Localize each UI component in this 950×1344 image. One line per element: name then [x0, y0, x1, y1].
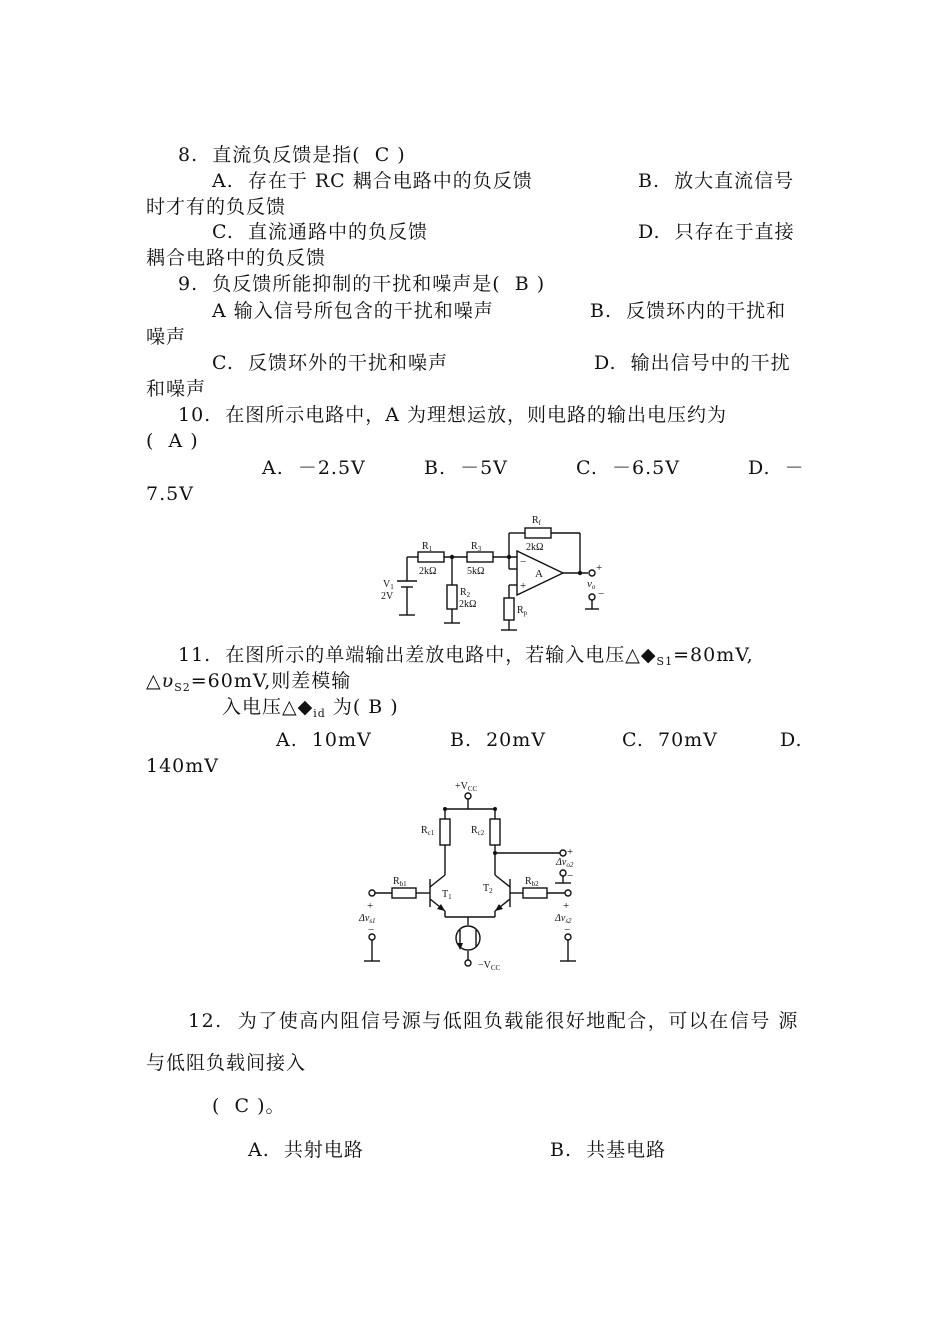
r2-value: 2kΩ: [459, 599, 477, 610]
rf-label: $R_f$: [532, 515, 542, 527]
rf-value: 2kΩ: [526, 542, 544, 553]
r1-value: 2kΩ: [419, 566, 437, 577]
v1-value: 2V: [381, 591, 394, 602]
diamond-icon: ◆: [297, 696, 314, 718]
q11-stem-line2: $\triangle\upsilon_{S2}=60mV$,则差模输: [146, 670, 352, 694]
q12-stem: 12. 为了使高内阻信号源与低阻负载能很好地配合，可以在信号 源: [188, 1010, 799, 1032]
q9-option-d-cont: 和噪声: [146, 378, 207, 400]
noninverting-input-sign: +: [520, 580, 527, 592]
vs1-plus-sign: +: [367, 900, 374, 912]
q11-stem: 11. 在图所示的单端输出差放电路中，若输入电压$\triangle◆_{S1}=80mV$,: [178, 644, 754, 668]
q11-option-b: B. 20mV: [450, 729, 546, 751]
q11-option-c: C. 70mV: [622, 729, 718, 751]
q9-option-b: B. 反馈环内的干扰和: [590, 300, 787, 322]
diamond-icon: ◆: [640, 644, 657, 666]
q10-option-a: A. －2.5V: [262, 457, 366, 479]
q10-option-d-cont: 7.5V: [146, 483, 194, 505]
t2-label: $T_2$: [483, 883, 493, 895]
vo-plus-sign: +: [596, 562, 603, 574]
q9-option-a: A 输入信号所包含的干扰和噪声: [212, 300, 494, 322]
q10-option-b: B. －5V: [424, 457, 508, 479]
vs2-label: $\Delta v_{s2}$: [555, 913, 572, 925]
q10-option-c: C. －6.5V: [576, 457, 680, 479]
q9-option-c: C. 反馈环外的干扰和噪声: [212, 352, 448, 374]
vs1-minus-sign: −: [368, 924, 375, 936]
q10-stem: 10. 在图所示电路中，A 为理想运放，则电路的输出电压约为: [178, 404, 728, 426]
r1-label: $R_1$: [422, 541, 433, 553]
vo-label: vo: [587, 578, 596, 591]
q10-answer: ( A ): [146, 430, 199, 452]
q8-option-b: B. 放大直流信号: [638, 170, 795, 192]
amp-label: A: [535, 568, 543, 580]
q11-option-d-cont: 140mV: [146, 755, 220, 777]
q8-stem: 8. 直流负反馈是指( C ): [178, 144, 406, 166]
q12-option-b: B. 共基电路: [550, 1139, 667, 1161]
q8-option-b-cont: 时才有的负反馈: [146, 196, 287, 218]
q8-option-d: D. 只存在于直接: [638, 221, 795, 243]
q12-stem-cont: 与低阻负载间接入: [146, 1052, 307, 1074]
vs2-minus-sign: −: [564, 924, 571, 936]
rc2-label: $R_{c2}$: [471, 825, 485, 837]
vo2-plus-sign: +: [567, 846, 574, 858]
r3-label: $R_3$: [471, 541, 482, 553]
vs1-label: $\Delta v_{s1}$: [359, 913, 376, 925]
vo2-minus-sign: −: [567, 870, 574, 882]
q8-option-d-cont: 耦合电路中的负反馈: [146, 247, 327, 269]
q11-stem-line3: 入电压$\triangle◆_{id}$ 为( B ): [222, 696, 399, 720]
rp-label: $R_p$: [517, 605, 528, 617]
r3-value: 5kΩ: [467, 566, 485, 577]
q12-answer: ( C )。: [212, 1095, 286, 1117]
q12-option-a: A. 共射电路: [248, 1139, 364, 1161]
v1-label: $V_1$: [383, 579, 394, 591]
inverting-input-sign: −: [520, 556, 527, 568]
t1-label: $T_1$: [442, 889, 452, 901]
q8-option-c: C. 直流通路中的负反馈: [212, 221, 428, 243]
rb1-label: $R_{b1}$: [393, 876, 407, 888]
opamp-circuit-diagram: [370, 505, 620, 635]
vo-minus-sign: −: [598, 588, 605, 600]
q9-option-d: D. 输出信号中的干扰: [594, 352, 791, 374]
r2-label: $R_2$: [460, 587, 471, 599]
q8-option-a: A. 存在于 RC 耦合电路中的负反馈: [212, 170, 533, 192]
q10-option-d: D. －: [748, 457, 805, 479]
q9-stem: 9. 负反馈所能抑制的干扰和噪声是( B ): [178, 273, 546, 295]
vs2-plus-sign: +: [563, 900, 570, 912]
vcc-minus-label: $-V_{CC}$: [478, 960, 501, 970]
q11-option-a: A. 10mV: [276, 729, 372, 751]
rc1-label: $R_{c1}$: [421, 825, 435, 837]
q11-option-d: D.: [780, 729, 803, 751]
diff-amp-circuit-diagram: [355, 775, 595, 970]
rb2-label: $R_{b2}$: [525, 876, 539, 888]
vcc-plus-label: $+V_{CC}$: [455, 781, 478, 793]
q9-option-b-cont: 噪声: [146, 326, 187, 348]
vo2-label: $\Delta v_{o2}$: [556, 857, 574, 869]
